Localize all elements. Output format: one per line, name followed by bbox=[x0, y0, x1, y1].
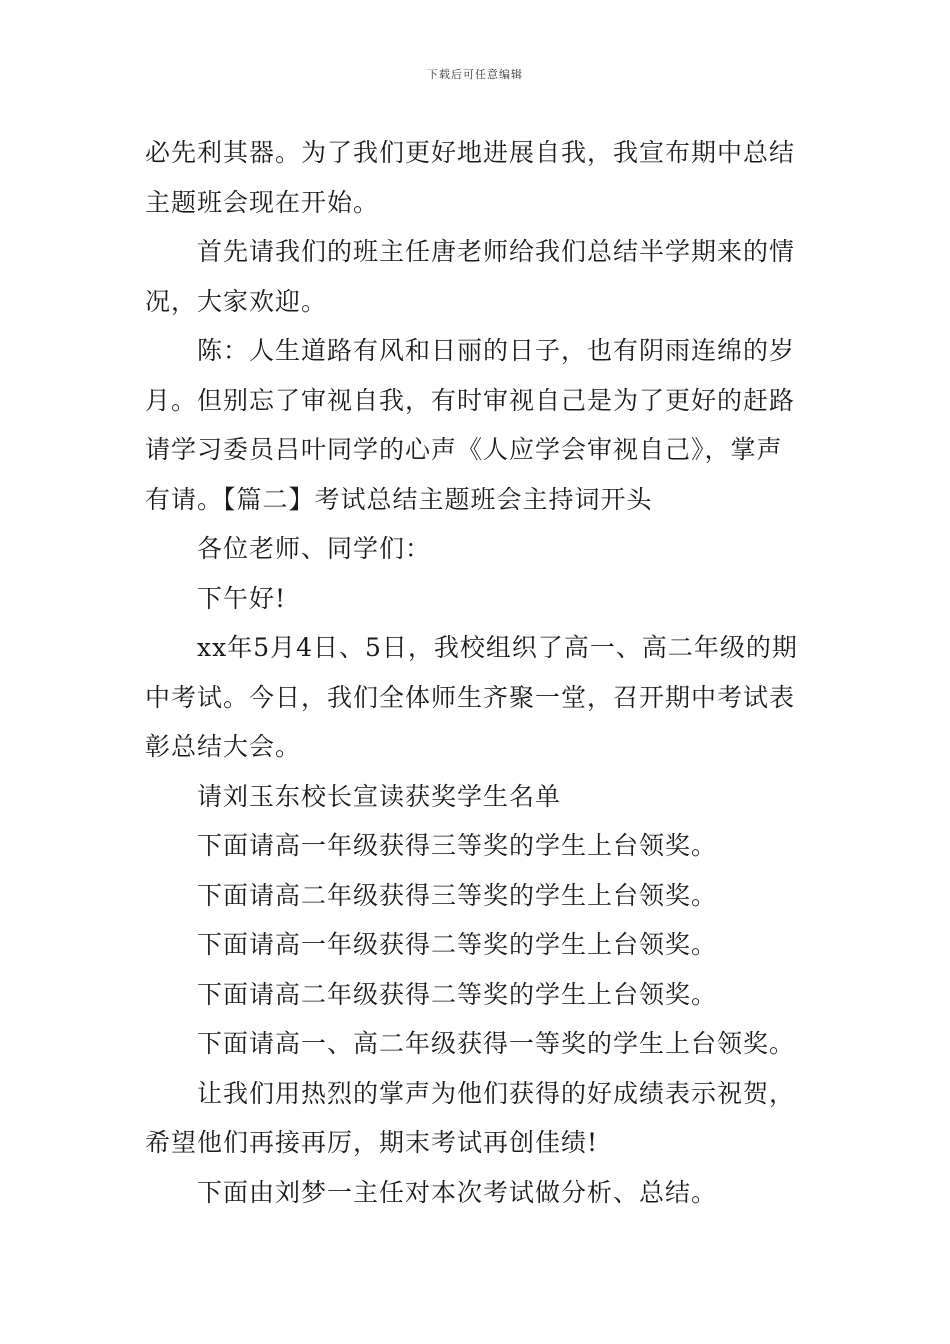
text-line: 下面由刘梦一主任对本次考试做分析、总结。 bbox=[197, 1177, 718, 1207]
text-line: 下面请高二年级获得三等奖的学生上台领奖。 bbox=[197, 880, 718, 910]
text-line: 有请。【篇二】考试总结主题班会主持词开头 bbox=[145, 484, 653, 514]
text-line: 中考试。今日，我们全体师生齐聚一堂，召开期中考试表 bbox=[145, 682, 796, 712]
page-header: 下载后可任意编辑 bbox=[427, 68, 523, 81]
text-line: 下面请高一年级获得二等奖的学生上台领奖。 bbox=[197, 930, 718, 959]
text-line: 下面请高一年级获得三等奖的学生上台领奖。 bbox=[197, 831, 718, 860]
text-line: 首先请我们的班主任唐老师给我们总结半学期来的情 bbox=[197, 237, 796, 266]
text-line: 请刘玉东校长宣读获奖学生名单 bbox=[197, 781, 562, 811]
text-line: 下面请高一、高二年级获得一等奖的学生上台领奖。 bbox=[197, 1029, 796, 1058]
text-line: 必先利其器。为了我们更好地进展自我，我宣布期中总结 bbox=[145, 138, 796, 167]
text-line: 下午好! bbox=[197, 583, 287, 613]
text-line: 请学习委员吕叶同学的心声《人应学会审视自己》，掌声 bbox=[145, 435, 783, 464]
text-line: 陈：人生道路有风和日丽的日子，也有阴雨连绵的岁 bbox=[197, 336, 796, 365]
text-line: xx年5月4日、5日，我校组织了高一、高二年级的期 bbox=[197, 633, 798, 662]
text-line: 月。但别忘了审视自我，有时审视自己是为了更好的赶路 bbox=[145, 385, 796, 415]
text-line: 彰总结大会。 bbox=[145, 732, 302, 761]
text-line: 希望他们再接再厉，期末考试再创佳绩! bbox=[145, 1128, 599, 1157]
document-body bbox=[145, 128, 810, 1217]
text-line: 让我们用热烈的掌声为他们获得的好成绩表示祝贺， bbox=[197, 1078, 796, 1108]
text-line: 各位老师、同学们： bbox=[197, 534, 432, 563]
text-line: 下面请高二年级获得二等奖的学生上台领奖。 bbox=[197, 979, 718, 1009]
text-line: 况，大家欢迎。 bbox=[145, 286, 328, 316]
text-line: 主题班会现在开始。 bbox=[145, 187, 380, 217]
